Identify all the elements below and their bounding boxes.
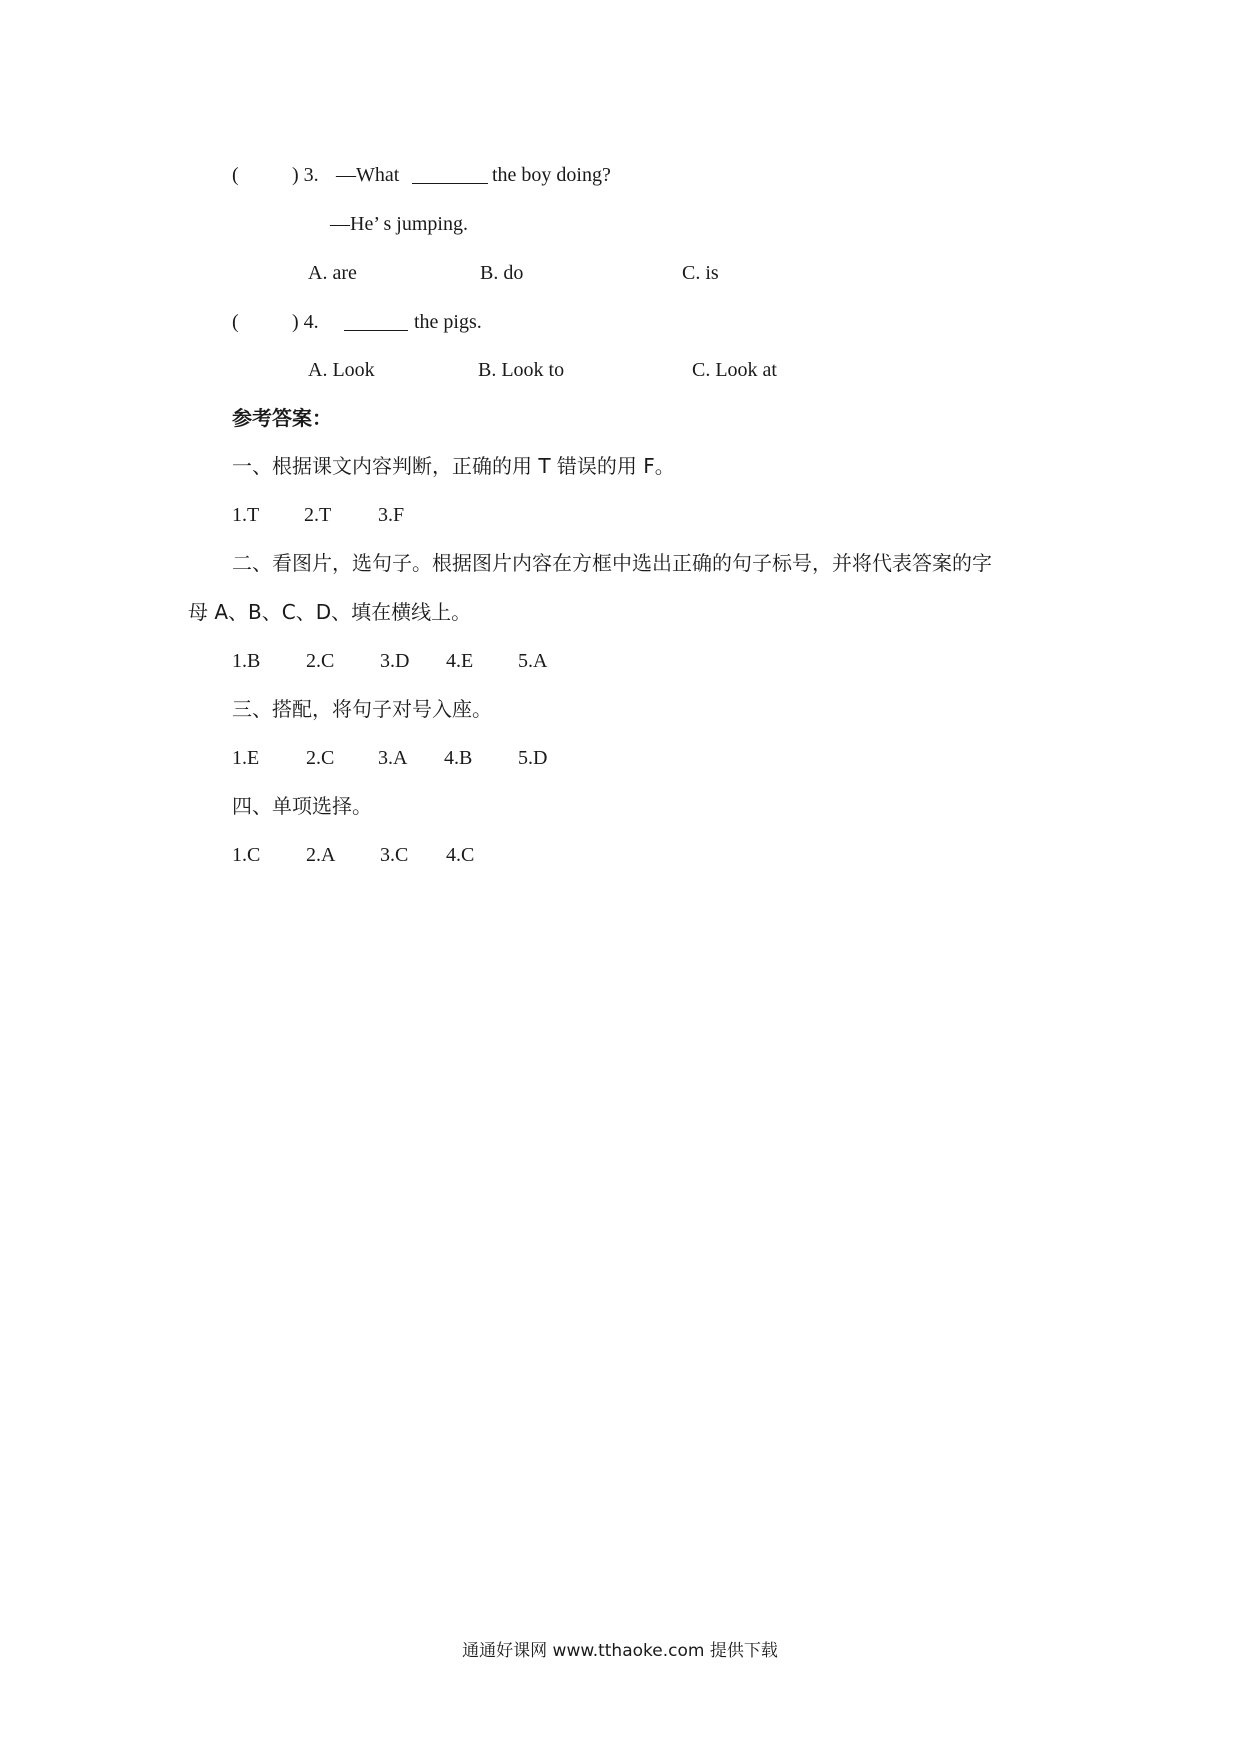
question-prompt-after: the boy doing? [492, 164, 611, 186]
answer-item: 5.A [518, 650, 548, 672]
option-b: B. do [480, 262, 524, 284]
section-2-title-continued: 母 A、B、C、D、填在横线上。 [188, 600, 472, 624]
answer-blank [344, 312, 408, 331]
answer-item: 3.C [380, 844, 409, 866]
answer-item: 3.F [378, 504, 405, 526]
answers-heading: 参考答案： [232, 406, 332, 430]
page-footer: 通通好课网 www.tthaoke.com 提供下载 [462, 1641, 778, 1661]
answer-item: 3.D [380, 650, 410, 672]
answer-item: 1.B [232, 650, 261, 672]
option-c: C. is [682, 262, 719, 284]
answer-item: 4.C [446, 844, 475, 866]
answer-item: 2.T [304, 504, 332, 526]
answer-item: 3.A [378, 747, 408, 769]
answer-item: 4.E [446, 650, 474, 672]
option-a: A. are [308, 262, 357, 284]
option-a: A. Look [308, 359, 375, 381]
question-3-reply: —He’ s jumping. [330, 213, 468, 235]
option-c: C. Look at [692, 359, 777, 381]
answer-item: 2.A [306, 844, 336, 866]
section-3-title: 三、搭配，将句子对号入座。 [232, 697, 492, 721]
answer-item: 2.C [306, 747, 335, 769]
question-prompt-after: the pigs. [414, 311, 482, 333]
answer-item: 4.B [444, 747, 473, 769]
question-number: ) 4. [292, 311, 319, 333]
answer-paren-open: ( [232, 311, 239, 333]
answer-paren-open: ( [232, 164, 239, 186]
section-2-title: 二、看图片，选句子。根据图片内容在方框中选出正确的句子标号，并将代表答案的字 [232, 551, 992, 575]
answer-item: 5.D [518, 747, 548, 769]
answer-item: 1.C [232, 844, 261, 866]
section-1-title: 一、根据课文内容判断，正确的用 T 错误的用 F。 [232, 454, 675, 478]
section-4-title: 四、单项选择。 [232, 794, 372, 818]
answer-blank [412, 165, 488, 184]
answer-item: 1.E [232, 747, 260, 769]
option-b: B. Look to [478, 359, 565, 381]
question-number: ) 3. [292, 164, 319, 186]
answer-item: 2.C [306, 650, 335, 672]
question-prompt-before: —What [336, 164, 400, 186]
answer-item: 1.T [232, 504, 260, 526]
